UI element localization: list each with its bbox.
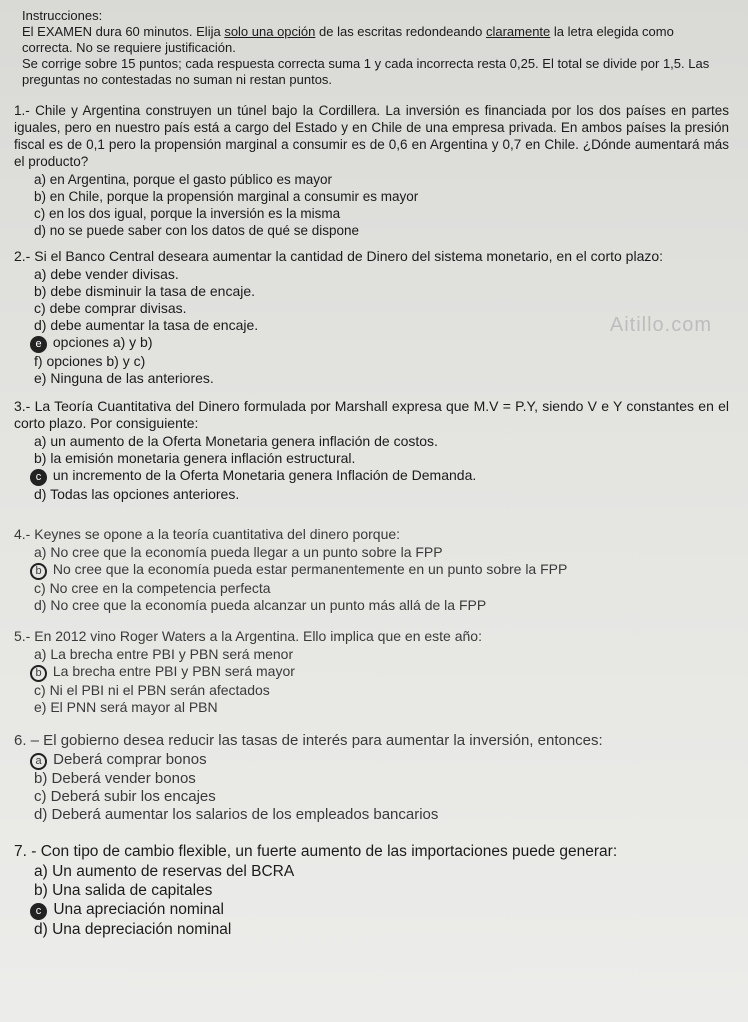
question-7 <box>14 842 729 939</box>
option-b[interactable]: b) en Chile, porque la propensión marginal a consumir es mayor <box>34 189 419 204</box>
selected-answer-circle: c <box>30 903 47 920</box>
option-b[interactable]: b) Deberá vender bonos <box>34 770 196 787</box>
instructions-title: Instrucciones: <box>22 8 103 23</box>
question-stem: 7. - Con tipo de cambio flexible, un fuerte aumento de las importaciones puede generar: <box>14 843 618 860</box>
option-a[interactable]: a) Un aumento de reservas del BCRA <box>34 863 295 880</box>
option-c[interactable]: c) No cree en la competencia perfecta <box>34 580 271 596</box>
option-b[interactable]: b) la emisión monetaria genera inflación estructural. <box>34 450 356 466</box>
option-b[interactable]: b) debe disminuir la tasa de encaje. <box>34 283 256 299</box>
selected-answer-circle: c <box>30 469 47 486</box>
question-6 <box>14 732 729 824</box>
question-stem: 5.- En 2012 vino Roger Waters a la Argentina. Ello implica que en este año: <box>14 628 482 644</box>
question-stem: 3.- La Teoría Cuantitativa del Dinero formulada por Marshall expresa que M.V = P.Y, siendo V e Y constantes en el corto plazo. Por consiguiente: <box>14 398 729 431</box>
option-e[interactable]: e) Ninguna de las anteriores. <box>34 370 214 386</box>
question-stem: 1.- Chile y Argentina construyen un túnel bajo la Cordillera. La inversión es financiada por los dos países en partes iguales, pero en nuestro país está a cargo del Estado y en Chile de una empresa privada. En ambos países la presión fiscal es de 0,1 pero la propensión marginal a consumir es de 0,6 en Argentina y 0,7 en Chile. ¿Dónde aumentará más el producto? <box>14 103 729 169</box>
instructions-line-1: El EXAMEN dura 60 minutos. Elija solo una opción de las escritas redondeando claramente la letra elegida como correcta. No se requiere justificación. <box>22 24 674 55</box>
option-a[interactable]: a) debe vender divisas. <box>34 266 179 282</box>
option-e-selected[interactable]: e opciones a) y b) <box>34 334 729 353</box>
option-d[interactable]: d) Una depreciación nominal <box>34 921 232 938</box>
option-d[interactable]: d) No cree que la economía pueda alcanzar un punto más allá de la FPP <box>34 597 487 613</box>
question-stem: 6. – El gobierno desea reducir las tasas de interés para aumentar la inversión, entonces: <box>14 732 603 749</box>
question-4 <box>14 526 729 614</box>
question-stem: 2.- Si el Banco Central deseara aumentar la cantidad de Dinero del sistema monetario, en el corto plazo: <box>14 248 664 264</box>
selected-answer-circle: b <box>30 665 47 682</box>
selected-answer-circle: b <box>30 563 47 580</box>
option-c-selected[interactable]: c Una apreciación nominal <box>34 900 729 920</box>
option-f[interactable]: f) opciones b) y c) <box>34 353 146 369</box>
selected-answer-circle: a <box>30 753 47 770</box>
option-c-selected[interactable]: c un incremento de la Oferta Monetaria genera Inflación de Demanda. <box>34 467 729 486</box>
question-2 <box>14 248 729 387</box>
option-b-selected[interactable]: b La brecha entre PBI y PBN será mayor <box>34 663 729 682</box>
question-3 <box>14 398 729 503</box>
option-a[interactable]: a) en Argentina, porque el gasto público es mayor <box>34 172 332 187</box>
option-d-crossed[interactable]: d) Deberá aumentar los salarios de los empleados bancarios <box>34 806 439 823</box>
question-5 <box>14 628 729 716</box>
question-1 <box>14 102 729 239</box>
option-d[interactable]: d) no se puede saber con los datos de qué se dispone <box>34 223 360 238</box>
watermark: Aitillo.com <box>609 314 712 336</box>
option-a[interactable]: a) No cree que la economía pueda llegar a un punto sobre la FPP <box>34 544 443 560</box>
question-stem: 4.- Keynes se opone a la teoría cuantitativa del dinero porque: <box>14 526 401 542</box>
option-a-selected[interactable]: a Deberá comprar bonos <box>34 751 729 770</box>
option-a[interactable]: a) un aumento de la Oferta Monetaria genera inflación de costos. <box>34 433 438 449</box>
option-b-selected[interactable]: b No cree que la economía pueda estar permanentemente en un punto sobre la FPP <box>34 561 729 580</box>
option-b[interactable]: b) Una salida de capitales <box>34 882 213 899</box>
option-d[interactable]: d) Todas las opciones anteriores. <box>34 486 240 502</box>
option-c[interactable]: c) Ni el PBI ni el PBN serán afectados <box>34 682 270 698</box>
option-d[interactable]: d) debe aumentar la tasa de encaje. <box>34 317 259 333</box>
option-a[interactable]: a) La brecha entre PBI y PBN será menor <box>34 646 294 662</box>
option-c[interactable]: c) debe comprar divisas. <box>34 300 187 316</box>
option-e[interactable]: e) El PNN será mayor al PBN <box>34 699 218 715</box>
option-c[interactable]: c) en los dos igual, porque la inversión es la misma <box>34 206 341 221</box>
selected-answer-circle: e <box>30 336 47 353</box>
option-c-crossed[interactable]: c) Deberá subir los encajes <box>34 788 216 805</box>
instructions-line-2: Se corrige sobre 15 puntos; cada respuesta correcta suma 1 y cada incorrecta resta 0,25. El total se divide por 1,5. Las preguntas no contestadas no suman ni restan puntos. <box>22 56 710 87</box>
instructions-block <box>22 8 722 88</box>
